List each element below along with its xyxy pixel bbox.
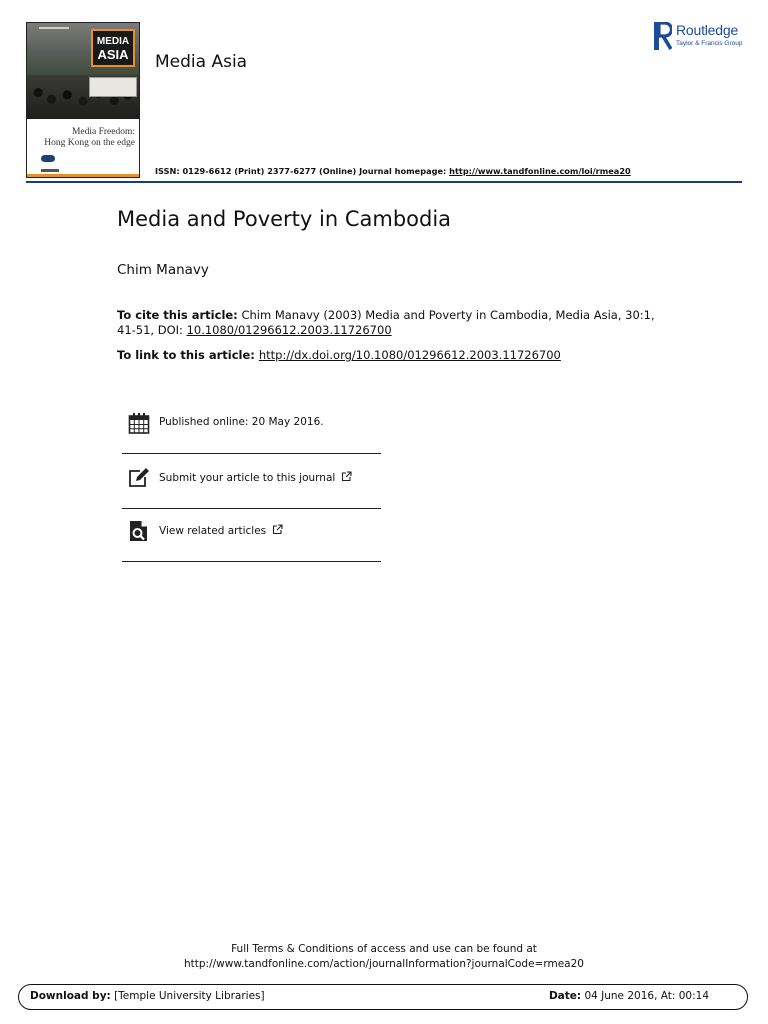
related-articles-link[interactable] <box>159 524 283 537</box>
cover-bottom-bar <box>27 174 139 177</box>
link-label: To link to this article: <box>117 348 259 362</box>
issn-line <box>155 166 631 176</box>
cover-tag-icon <box>41 155 55 162</box>
journal-cover-image <box>26 22 140 178</box>
related-articles-label: View related articles <box>159 525 267 537</box>
journal-title: Media Asia <box>155 52 248 72</box>
cover-publisher-mark <box>41 169 59 172</box>
terms-line1: Full Terms & Conditions of access and use can be found at <box>231 943 537 955</box>
date-label: Date: <box>548 990 582 1002</box>
cite-label: To cite this article: <box>117 308 238 322</box>
submit-article-link[interactable] <box>159 471 352 484</box>
divider <box>122 561 381 562</box>
published-online-row <box>122 400 381 454</box>
cite-doi-link[interactable]: 10.1080/01296612.2003.11726700 <box>186 323 392 337</box>
cover-subtitle-line2: Hong Kong on the edge <box>44 138 135 148</box>
download-info-bar <box>18 984 748 1010</box>
publisher-group: Taylor & Francis Group <box>676 40 743 47</box>
submit-article-row[interactable] <box>122 455 381 509</box>
download-by-label: Download by: <box>30 990 111 1002</box>
cover-banner <box>89 77 137 97</box>
journal-homepage-link[interactable]: http://www.tandfonline.com/loi/rmea20 <box>449 166 631 176</box>
routledge-logo <box>654 22 746 50</box>
download-by <box>30 990 265 1002</box>
cover-masthead <box>91 29 135 67</box>
article-author: Chim Manavy <box>117 262 209 278</box>
edit-icon <box>128 467 150 489</box>
cover-masthead-line2: ASIA <box>97 47 129 62</box>
terms-notice <box>0 942 768 972</box>
external-link-icon <box>272 524 283 535</box>
article-title: Media and Poverty in Cambodia <box>117 207 452 231</box>
submit-article-label: Submit your article to this journal <box>159 472 336 484</box>
citation-block <box>117 308 657 338</box>
cover-top-text <box>39 27 69 29</box>
article-link-line <box>117 348 561 362</box>
published-online-text: Published online: 20 May 2016. <box>159 416 324 428</box>
calendar-icon <box>128 412 150 434</box>
cover-subtitle-line1: Media Freedom: <box>71 127 135 137</box>
divider <box>122 453 381 454</box>
routledge-r-icon <box>654 22 672 50</box>
publisher-name: Routledge <box>676 22 739 38</box>
cite-text: Chim Manavy (2003) Media and Poverty in Cambodia, Media Asia, 30:1, 41-51, DOI: <box>117 308 655 337</box>
date-value: 04 June 2016, At: 00:14 <box>581 990 709 1002</box>
article-doi-link[interactable]: http://dx.doi.org/10.1080/01296612.2003.11726700 <box>258 348 561 362</box>
download-by-value: [Temple University Libraries] <box>110 990 265 1002</box>
cover-masthead-line1: MEDIA <box>96 36 130 47</box>
issn-text: ISSN: 0129-6612 (Print) 2377-6277 (Online) Journal homepage: <box>155 166 450 176</box>
cover-subtitle <box>35 127 135 149</box>
external-link-icon <box>341 471 352 482</box>
search-document-icon <box>128 520 150 542</box>
related-articles-row[interactable] <box>122 508 381 562</box>
terms-url: http://www.tandfonline.com/action/journalInformation?journalCode=rmea20 <box>184 958 584 970</box>
header-divider <box>26 181 742 183</box>
download-date <box>549 990 709 1002</box>
